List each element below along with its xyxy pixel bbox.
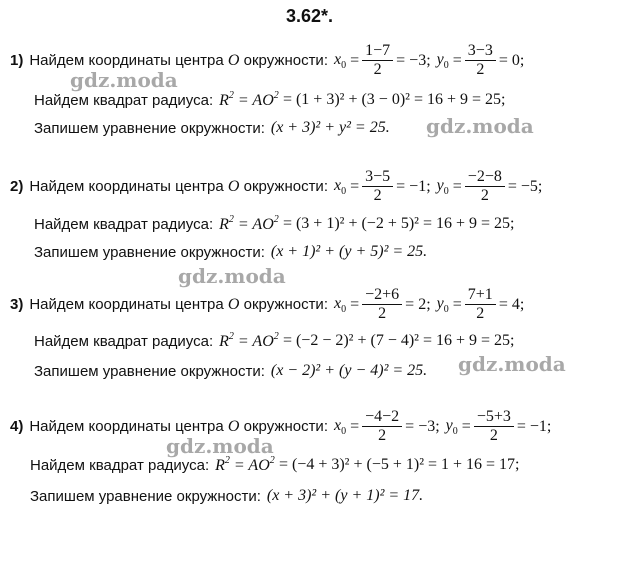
part4-okr-label: окружности: [243, 418, 328, 435]
part3-x0-result: = 2; [405, 295, 431, 313]
part2-x0-symbol: $x_0$ [333, 176, 347, 197]
part3-radius-label: Найдем квадрат радиуса: [34, 332, 214, 350]
problem-title: 3.62*. [286, 6, 334, 26]
part2-x0-result: = −1; [396, 177, 431, 195]
part1-x0-numerator: 1−7 [362, 42, 393, 61]
part4-center-label: Найдем координаты центра [29, 418, 224, 435]
part3-equation-line [34, 362, 427, 380]
part3-y0-symbol: $y_0$ [436, 294, 449, 315]
part1-radius-label: Найдем квадрат радиуса: [34, 91, 214, 109]
part2-center-O: O [227, 177, 240, 195]
part2-equation-line [34, 243, 427, 261]
part2-x0-fraction [362, 168, 393, 205]
watermark-text: gdz.moda [426, 114, 534, 138]
part1-equation-label: Запишем уравнение окружности: [34, 119, 265, 137]
part1-y0-fraction [465, 42, 496, 79]
part1-center-line: 1) Найдем координаты центра O окружности: $x_0$ = $\frac{1-7}{2}$ = −3; $y_0$ = $\frac{3-3}{2}$ = 0; [10, 42, 525, 78]
part1-radius-expr: = (1 + 3)² + (3 − 0)² = 16 + 9 = 25; [282, 91, 506, 108]
part2-radius-expr: = (3 + 1)² + (−2 + 5)² = 16 + 9 = 25; [282, 215, 515, 232]
part3-center-O: O [227, 295, 240, 313]
part2-center-label: Найдем координаты центра [29, 178, 224, 195]
part4-x0-symbol: $x_0$ [333, 416, 347, 437]
part3-y0-fraction [465, 286, 496, 323]
part3-number: 3) [10, 296, 24, 313]
part3-equation-label: Запишем уравнение окружности: [34, 362, 265, 380]
part4-x0-fraction [362, 408, 402, 445]
part3-radius-expr: = (−2 − 2)² + (7 − 4)² = 16 + 9 = 25; [282, 332, 515, 349]
part2-equation-expr: (x + 1)² + (y + 5)² = 25. [270, 243, 428, 260]
part2-number: 2) [10, 178, 24, 195]
part4-y0-numerator: −5+3 [474, 408, 514, 427]
part3-radius-line [34, 331, 514, 351]
part1-y0-denominator: 2 [476, 61, 485, 78]
part3-y0-result: = 4; [498, 295, 525, 313]
part4-center-O: O [227, 417, 240, 435]
part2-y0-symbol: $y_0$ [436, 176, 449, 197]
watermark-text: gdz.moda [70, 68, 178, 92]
part2-center-line: 2) Найдем координаты центра O окружности: $x_0$ = $\frac{3-5}{2}$ = −1; $y_0$ = $\frac{-2-8}{2}$ = −5; [10, 168, 543, 204]
part1-y0-symbol: $y_0$ [436, 50, 449, 71]
part1-okr-label: окружности: [243, 52, 328, 69]
part2-equation-label: Запишем уравнение окружности: [34, 243, 265, 261]
part1-center-O: O [227, 51, 240, 69]
part4-y0-result: = −1; [516, 417, 552, 435]
part1-equation-expr: (x + 3)² + y² = 25. [270, 119, 390, 136]
part1-x0-result: = −3; [396, 51, 431, 69]
part3-x0-fraction [362, 286, 402, 323]
part3-y0-denominator: 2 [476, 305, 485, 322]
watermark-text: gdz.moda [178, 264, 286, 288]
part4-center-line: 4) Найдем координаты центра O окружности: $x_0$ = $\frac{-4-2}{2}$ = −3; $y_0$ = $\frac{-5+3}{2}$ = −1; [10, 408, 552, 444]
part1-y0-result: = 0; [498, 51, 525, 69]
part2-radius-label: Найдем квадрат радиуса: [34, 215, 214, 233]
part2-y0-denominator: 2 [480, 187, 489, 204]
part1-x0-denominator: 2 [373, 61, 382, 78]
watermark-text: gdz.moda [166, 434, 274, 458]
part4-radius-line [30, 455, 520, 475]
part2-okr-label: окружности: [243, 178, 328, 195]
part4-equation-label: Запишем уравнение окружности: [30, 487, 261, 505]
part3-equation-expr: (x − 2)² + (y − 4)² = 25. [270, 362, 428, 379]
part4-x0-denominator: 2 [378, 427, 387, 444]
part2-y0-numerator: −2−8 [465, 168, 505, 187]
part3-center-line: 3) Найдем координаты центра O окружности: $x_0$ = $\frac{-2+6}{2}$ = 2; $y_0$ = $\frac{7+1}{2}$ = 4; [10, 286, 525, 322]
part1-center-label: Найдем координаты центра [29, 52, 224, 69]
part1-number: 1) [10, 52, 24, 69]
part1-radius-lhs: $R^2 = AO^2$ [219, 90, 279, 109]
part4-x0-result: = −3; [405, 417, 440, 435]
part4-equation-expr: (x + 3)² + (y + 1)² = 17. [266, 487, 424, 504]
part3-x0-numerator: −2+6 [362, 286, 402, 305]
part4-radius-expr: = (−4 + 3)² + (−5 + 1)² = 1 + 16 = 17; [278, 456, 520, 473]
part3-okr-label: окружности: [243, 296, 328, 313]
part3-radius-lhs: $R^2 = AO^2$ [219, 331, 279, 350]
watermark-text: gdz.moda [458, 352, 566, 376]
part4-y0-denominator: 2 [489, 427, 498, 444]
part3-center-label: Найдем координаты центра [29, 296, 224, 313]
part4-y0-fraction [474, 408, 514, 445]
part4-x0-numerator: −4−2 [362, 408, 402, 427]
part3-x0-symbol: $x_0$ [333, 294, 347, 315]
part2-y0-result: = −5; [507, 177, 543, 195]
part1-radius-line [34, 90, 505, 110]
part2-x0-denominator: 2 [373, 187, 382, 204]
part1-equation-line [34, 119, 390, 137]
part2-radius-lhs: $R^2 = AO^2$ [219, 214, 279, 233]
part2-y0-fraction [465, 168, 505, 205]
part2-x0-numerator: 3−5 [362, 168, 393, 187]
part2-radius-line [34, 214, 514, 234]
part4-radius-lhs: $R^2 = AO^2$ [215, 455, 275, 474]
part4-number: 4) [10, 418, 24, 435]
part3-y0-numerator: 7+1 [465, 286, 496, 305]
part1-x0-symbol: $x_0$ [333, 50, 347, 71]
part1-x0-fraction [362, 42, 393, 79]
part4-radius-label: Найдем квадрат радиуса: [30, 456, 210, 474]
part4-equation-line [30, 487, 423, 505]
part1-y0-numerator: 3−3 [465, 42, 496, 61]
part3-x0-denominator: 2 [378, 305, 387, 322]
part4-y0-symbol: $y_0$ [445, 416, 458, 437]
